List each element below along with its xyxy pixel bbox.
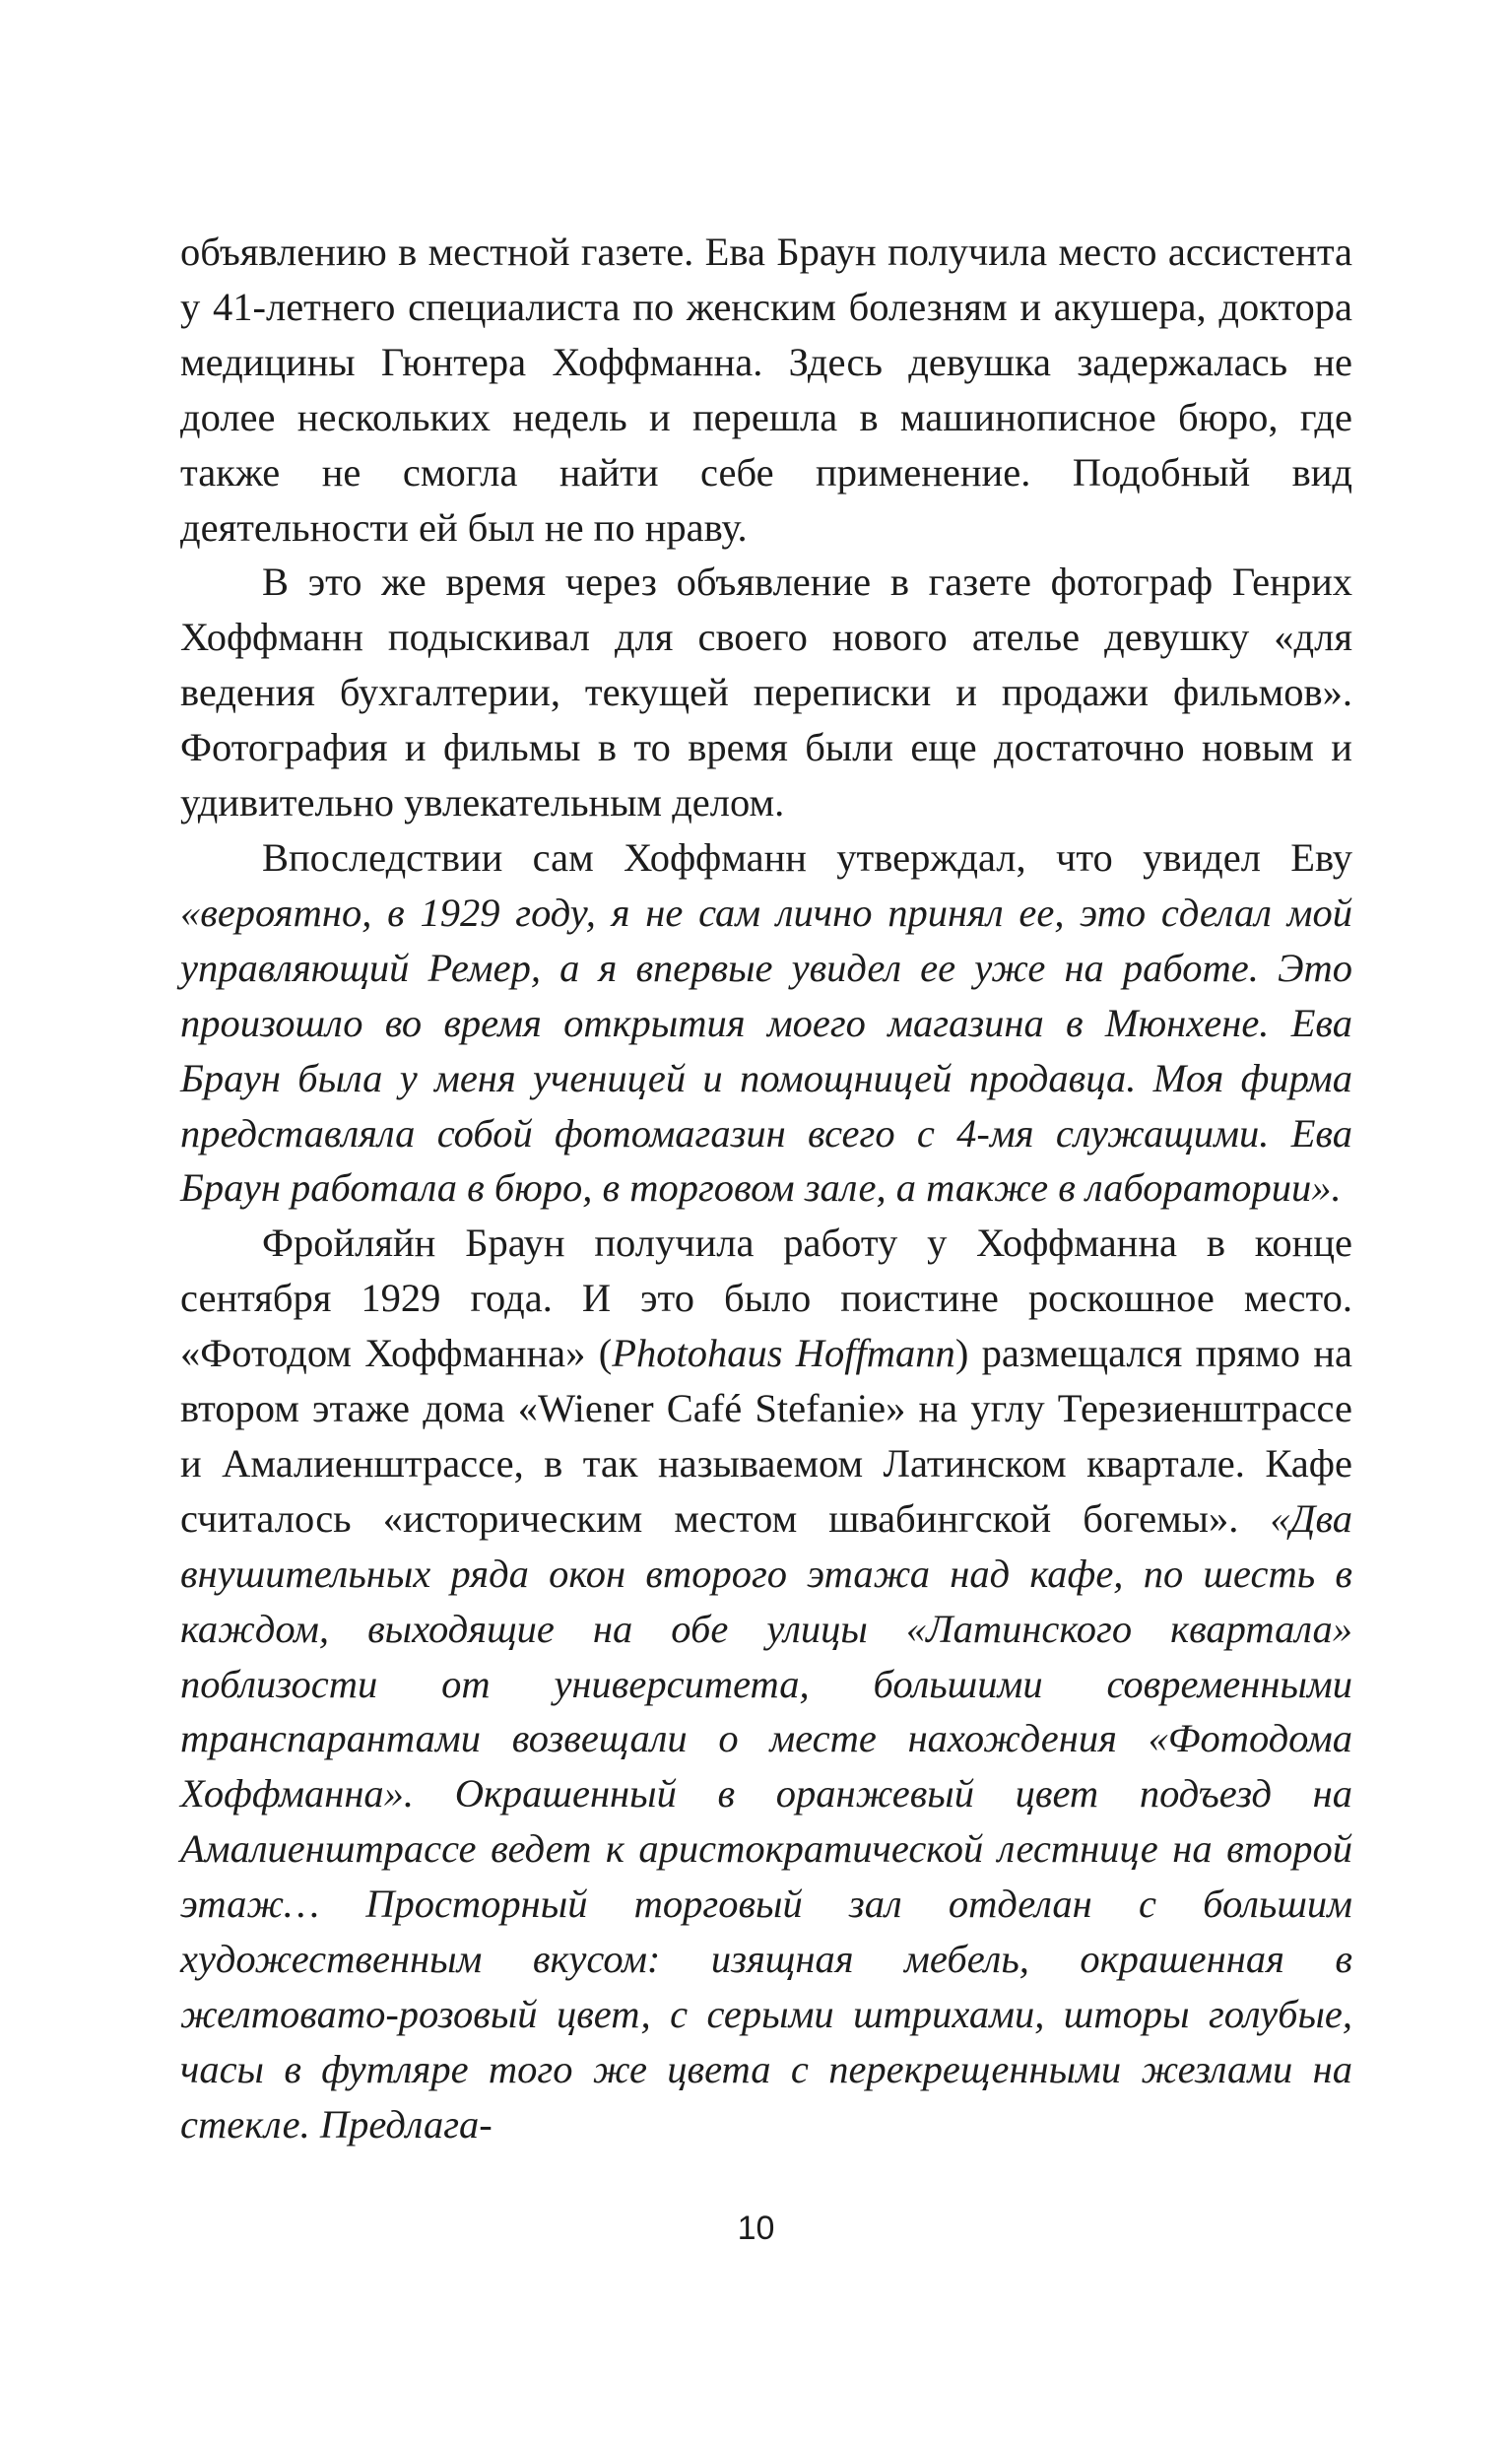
quote-text: «Два внушительных ряда окон второго этажа над кафе, по шесть в каждом, выходящие на обе улицы «Латинского квартала» поблизости от университета, большими современными транспарантами возвещали о месте нахождения «Фотодома Хоффманна». Окрашенный в оранжевый цвет подъезд на Амалиенштрассе ведет к аристократической лестнице на второй этаж… Просторный торговый зал отделан с большим художественным вкусом: изящная мебель, окрашенная в желтовато-розовый цвет, с серыми штрихами, шторы голубые, часы в футляре того же цвета с перекрещенными жезлами на стекле. Предлага- (180, 1495, 1352, 2146)
paragraph-4 (180, 1216, 1352, 2151)
paragraph-1 (180, 225, 1352, 555)
page-body (180, 225, 1352, 2152)
paragraph-3 (180, 830, 1352, 1216)
page-number: 10 (737, 2210, 775, 2247)
quote-text: «вероятно, в 1929 году, я не сам лично принял ее, это сделал мой управляющий Ремер, а я впервые увидел ее уже на работе. Это произошло во время открытия моего магазина в Мюнхене. Ева Браун была у меня ученицей и помощницей продавца. Моя фирма представляла собой фотомагазин всего с 4-мя служащими. Ева Браун работала в бюро, в торговом зале, а также в лаборатории». (180, 890, 1352, 1211)
body-text: Впоследствии сам Хоффманн утверждал, что увидел Еву (262, 834, 1352, 880)
paragraph-2 (180, 555, 1352, 830)
body-text: ) размещался прямо на втором этаже дома «Wiener Café Stefanie» на углу Терезиенштрассе и Амалиенштрассе, в так называемом Латинском квартале. Кафе считалось «историческим местом швабингской богемы». (180, 1331, 1352, 1541)
body-text: В это же время через объявление в газете фотограф Генрих Хоффманн подыскивал для своего нового ателье девушку «для ведения бухгалтерии, текущей переписки и продажи фильмов». Фотография и фильмы в то время были еще достаточно новым и удивительно увлекательным делом. (180, 560, 1352, 825)
body-text: Фройляйн Браун получила работу у Хоффманна в конце сентября 1929 года. И это было поистине роскошное место. «Фотодом Хоффманна» ( (180, 1221, 1352, 1376)
body-text: объявлению в местной газете. Ева Браун получила место ассистента у 41-летнего специалиста по женским болезням и акушера, доктора медицины Гюнтера Хоффманна. Здесь девушка задержалась не долее нескольких недель и перешла в машинописное бюро, где также не смогла найти себе применение. Подобный вид деятельности ей был не по нраву. (180, 230, 1352, 550)
quote-text: Photohaus Hoffmann (612, 1331, 955, 1376)
